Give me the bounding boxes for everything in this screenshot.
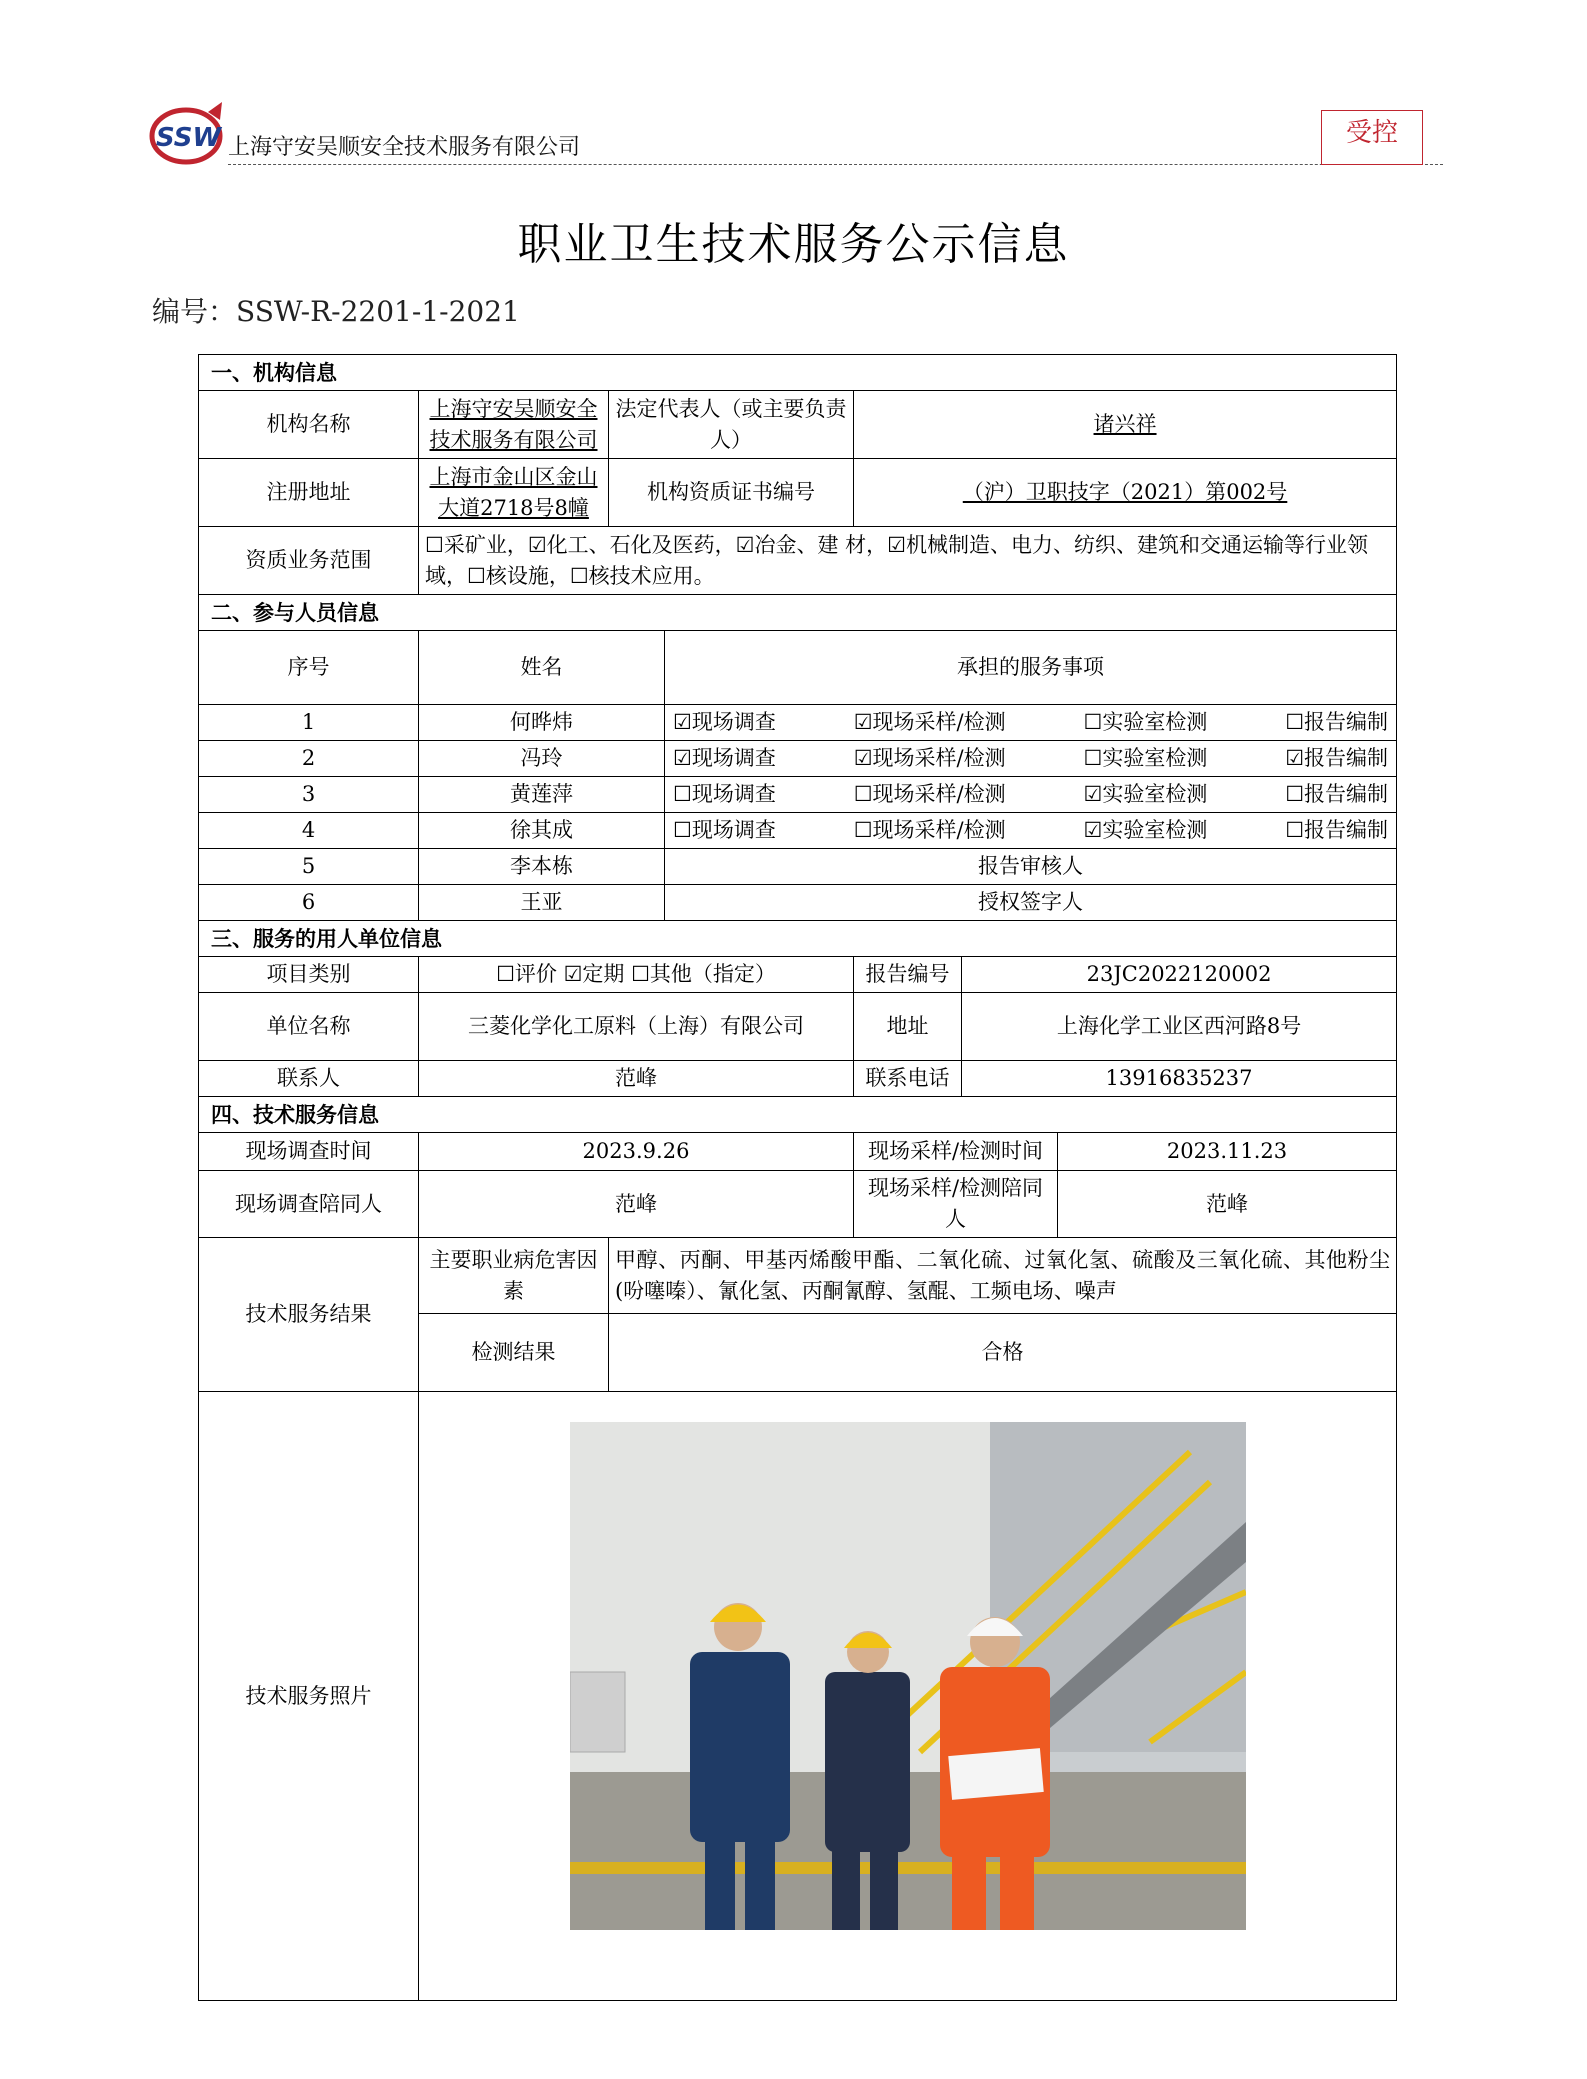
legal-rep: 诸兴祥 — [854, 391, 1397, 459]
table-row — [199, 741, 1397, 777]
phone-label: 联系电话 — [854, 1061, 962, 1097]
person-no: 5 — [199, 849, 419, 885]
project-type-label: 项目类别 — [199, 957, 419, 993]
table-row — [199, 885, 1397, 921]
person-name: 何晔炜 — [419, 705, 665, 741]
duty-survey: ☐现场调查 — [673, 782, 776, 806]
sampling-escort-label: 现场采样/检测陪同人 — [854, 1171, 1058, 1238]
duty-survey: ☐现场调查 — [673, 818, 776, 842]
person-name: 冯玲 — [419, 741, 665, 777]
service-photo — [570, 1422, 1246, 1930]
address-label: 注册地址 — [199, 459, 419, 527]
person-no: 1 — [199, 705, 419, 741]
duty-sampling: ☑现场采样/检测 — [853, 746, 1006, 770]
contact-label: 联系人 — [199, 1061, 419, 1097]
phone-number: 13916835237 — [962, 1061, 1397, 1097]
duty-survey: ☑现场调查 — [673, 746, 776, 770]
scope-label: 资质业务范围 — [199, 527, 419, 595]
sampling-time-label: 现场采样/检测时间 — [854, 1133, 1058, 1171]
survey-escort-label: 现场调查陪同人 — [199, 1171, 419, 1238]
person-role: 授权签字人 — [665, 885, 1397, 921]
table-row — [199, 777, 1397, 813]
person-name: 王亚 — [419, 885, 665, 921]
duty-lab: ☑实验室检测 — [1083, 782, 1208, 806]
table-row — [199, 813, 1397, 849]
page-title: 职业卫生技术服务公示信息 — [517, 219, 1070, 270]
registered-address: 上海市金山区金山大道2718号8幢 — [419, 459, 609, 527]
controlled-stamp: 受控 — [1321, 110, 1423, 165]
person-duties — [665, 741, 1397, 777]
survey-escort: 范峰 — [419, 1171, 854, 1238]
unit-address: 上海化学工业区西河路8号 — [962, 993, 1397, 1061]
duty-sampling: ☑现场采样/检测 — [853, 710, 1006, 734]
person-no: 3 — [199, 777, 419, 813]
info-table — [198, 354, 1397, 2001]
section4-title: 四、技术服务信息 — [199, 1097, 1397, 1133]
cert-number: （沪）卫职技字（2021）第002号 — [854, 459, 1397, 527]
document-number: 编号：SSW-R-2201-1-2021 — [152, 295, 520, 328]
survey-time-label: 现场调查时间 — [199, 1133, 419, 1171]
section1-title: 一、机构信息 — [199, 355, 1397, 391]
col-duty-header: 承担的服务事项 — [665, 631, 1397, 705]
person-duties — [665, 777, 1397, 813]
duty-report: ☐报告编制 — [1285, 782, 1389, 806]
duty-lab: ☐实验室检测 — [1083, 710, 1208, 734]
duty-survey: ☑现场调查 — [673, 710, 776, 734]
survey-time: 2023.9.26 — [419, 1133, 854, 1171]
col-no-header: 序号 — [199, 631, 419, 705]
duty-lab: ☐实验室检测 — [1083, 746, 1208, 770]
svg-text:SSW: SSW — [156, 123, 222, 153]
table-row — [199, 705, 1397, 741]
sampling-escort: 范峰 — [1058, 1171, 1397, 1238]
person-role: 报告审核人 — [665, 849, 1397, 885]
hazard-factors: 甲醇、丙酮、甲基丙烯酸甲酯、二氧化硫、过氧化氢、硫酸及三氧化硫、其他粉尘(吩噻嗪）、氰化氢、丙酮氰醇、氢醌、工频电场、噪声 — [609, 1238, 1397, 1314]
photo-label: 技术服务照片 — [199, 1392, 419, 2001]
report-no: 23JC2022120002 — [962, 957, 1397, 993]
unit-label: 单位名称 — [199, 993, 419, 1061]
company-name: 上海守安吴顺安全技术服务有限公司 — [228, 135, 581, 160]
contact-name: 范峰 — [419, 1061, 854, 1097]
test-result-label: 检测结果 — [419, 1314, 609, 1392]
person-no: 6 — [199, 885, 419, 921]
col-name-header: 姓名 — [419, 631, 665, 705]
sampling-time: 2023.11.23 — [1058, 1133, 1397, 1171]
cert-label: 机构资质证书编号 — [609, 459, 854, 527]
person-no: 4 — [199, 813, 419, 849]
org-name-label: 机构名称 — [199, 391, 419, 459]
duty-sampling: ☐现场采样/检测 — [853, 818, 1006, 842]
project-type-value: ☐评价 ☑定期 ☐其他（指定） — [419, 957, 854, 993]
person-name: 李本栋 — [419, 849, 665, 885]
hazard-label: 主要职业病危害因素 — [419, 1238, 609, 1314]
legal-rep-label: 法定代表人（或主要负责人） — [609, 391, 854, 459]
duty-report: ☐报告编制 — [1285, 818, 1389, 842]
section3-title: 三、服务的用人单位信息 — [199, 921, 1397, 957]
person-no: 2 — [199, 741, 419, 777]
company-logo — [148, 100, 228, 168]
test-result: 合格 — [609, 1314, 1397, 1392]
table-row — [199, 849, 1397, 885]
unit-name: 三菱化学化工原料（上海）有限公司 — [419, 993, 854, 1061]
report-no-label: 报告编号 — [854, 957, 962, 993]
section2-title: 二、参与人员信息 — [199, 595, 1397, 631]
org-name: 上海守安吴顺安全技术服务有限公司 — [419, 391, 609, 459]
header-divider — [228, 164, 1443, 165]
business-scope: ☐采矿业，☑化工、石化及医药，☑冶金、建 材，☑机械制造、电力、纺织、建筑和交通运输等行业领域，☐核设施，☐核技术应用。 — [419, 527, 1397, 595]
unit-address-label: 地址 — [854, 993, 962, 1061]
duty-lab: ☑实验室检测 — [1083, 818, 1208, 842]
person-name: 黄莲萍 — [419, 777, 665, 813]
person-name: 徐其成 — [419, 813, 665, 849]
person-duties — [665, 705, 1397, 741]
duty-sampling: ☐现场采样/检测 — [853, 782, 1006, 806]
person-duties — [665, 813, 1397, 849]
duty-report: ☐报告编制 — [1285, 710, 1389, 734]
duty-report: ☑报告编制 — [1285, 746, 1389, 770]
result-label: 技术服务结果 — [199, 1238, 419, 1392]
